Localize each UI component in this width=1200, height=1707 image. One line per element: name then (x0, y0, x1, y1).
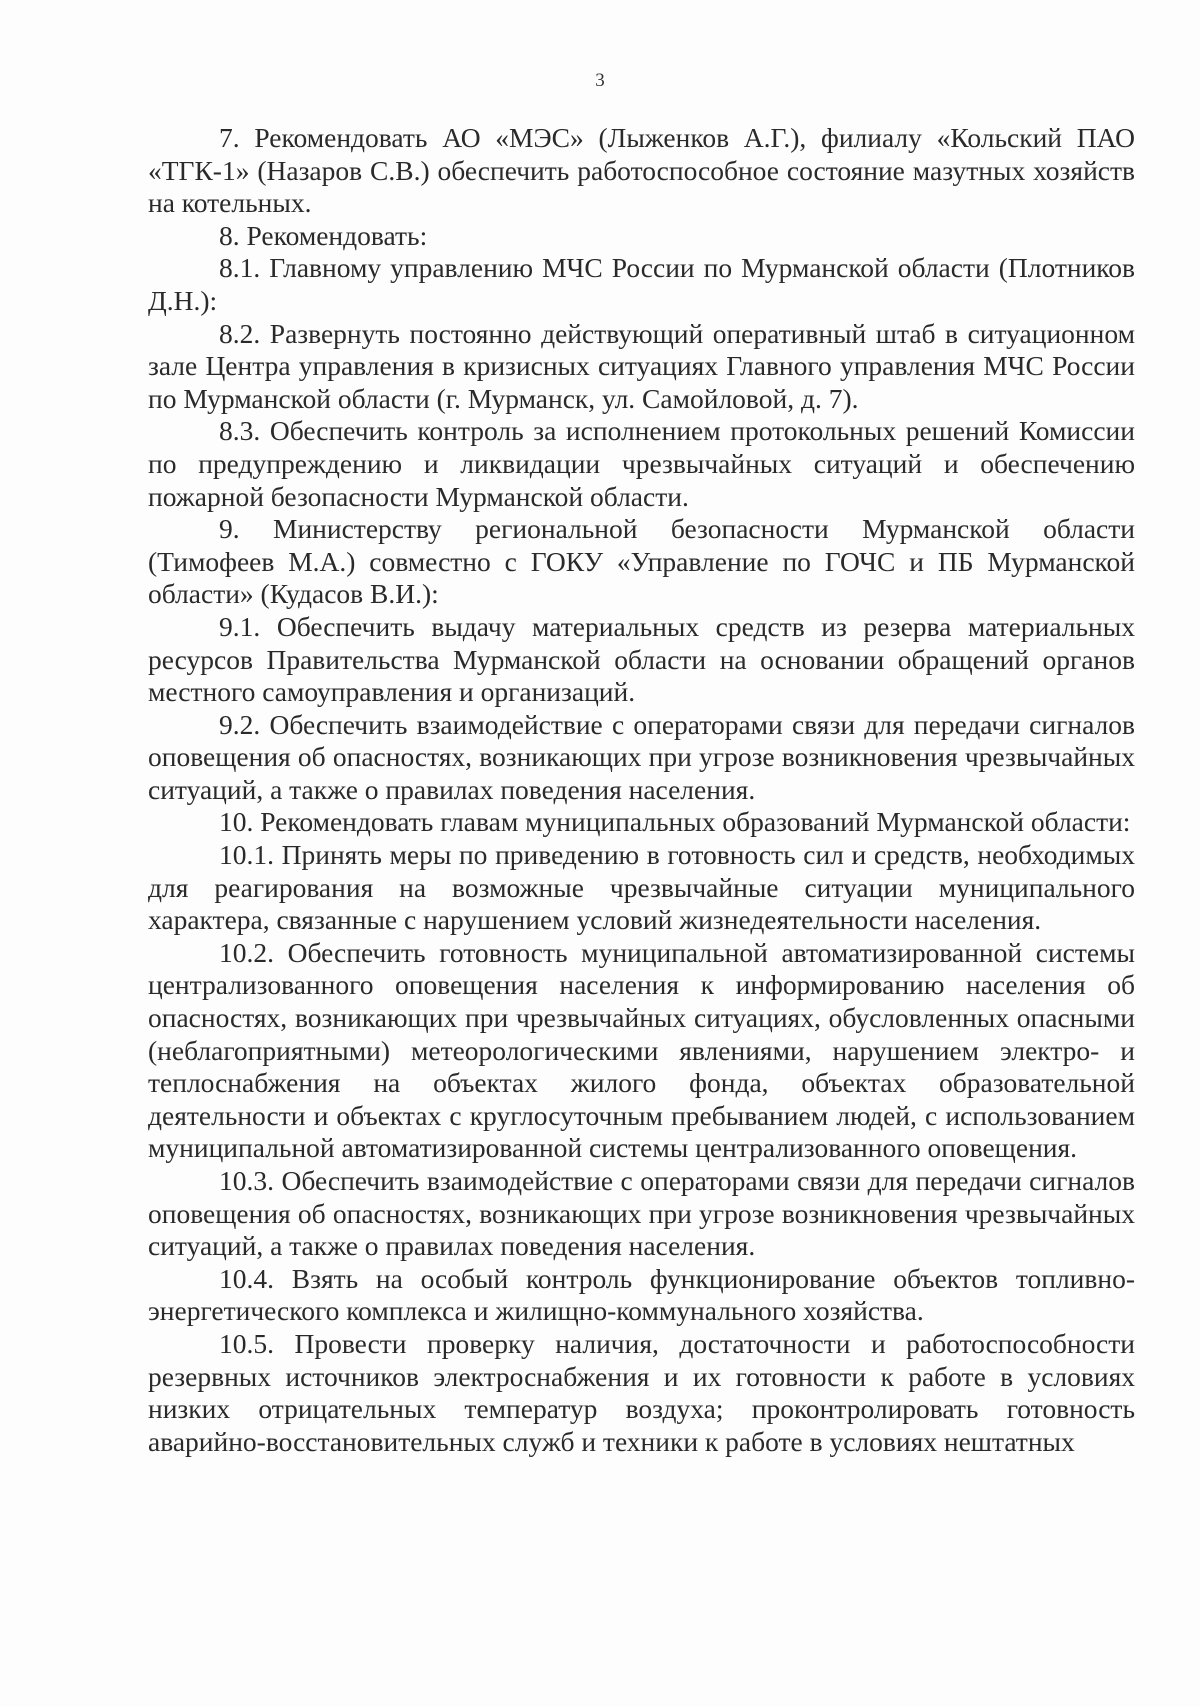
paragraph-9-2: 9.2. Обеспечить взаимодействие с операторами связи для передачи сигналов оповещения об опасностях, возникающих при угрозе возникновения чрезвычайных ситуаций, а также о правилах поведения населения. (148, 708, 1135, 805)
paragraph-10-4: 10.4. Взять на особый контроль функционирование объектов топливно-энергетического комплекса и жилищно-коммунального хозяйства. (148, 1262, 1135, 1327)
paragraph-10-5: 10.5. Провести проверку наличия, достаточности и работоспособности резервных источников электроснабжения и их готовности к работе в условиях низких отрицательных температур воздуха; проконтролировать готовность аварийно-восстановительных служб и техники к работе в условиях нештатных (148, 1327, 1135, 1457)
paragraph-8: 8. Рекомендовать: (219, 219, 428, 251)
paragraph-9: 9. Министерству региональной безопасности Мурманской области (Тимофеев М.А.) совместно с ГОКУ «Управление по ГОЧС и ПБ Мурманской области» (Кудасов В.И.): (148, 513, 1135, 610)
paragraph-10-1: 10.1. Принять меры по приведению в готовность сил и средств, необходимых для реагирования на возможные чрезвычайные ситуации муниципального характера, связанные с нарушением условий жизнедеятельности населения. (148, 839, 1135, 936)
paragraph-8-2: 8.2. Развернуть постоянно действующий оперативный штаб в ситуационном зале Центра управления в кризисных ситуациях Главного управления МЧС России по Мурманской области (г. Мурманск, ул. Самойловой, д. 7). (148, 317, 1135, 414)
paragraph-10-2: 10.2. Обеспечить готовность муниципальной автоматизированной системы централизованного оповещения населения к информированию населения об опасностях, возникающих при чрезвычайных ситуациях, обусловленных опасными (неблагоприятными) метеорологическими явлениями, нарушением электро- и теплоснабжения на объектах жилого фонда, объектах образовательной деятельности и объектах с круглосуточным пребыванием людей, с использованием муниципальной автоматизированной системы централизованного оповещения. (148, 936, 1135, 1164)
paragraph-8-3: 8.3. Обеспечить контроль за исполнением протокольных решений Комиссии по предупреждению и ликвидации чрезвычайных ситуаций и обеспечению пожарной безопасности Мурманской области. (148, 415, 1135, 512)
paragraph-7: 7. Рекомендовать АО «МЭС» (Лыженков А.Г.), филиалу «Кольский ПАО «ТГК-1» (Назаров С.В.) обеспечить работоспособное состояние мазутных хозяйств на котельных. (148, 122, 1135, 219)
paragraph-9-1: 9.1. Обеспечить выдачу материальных средств из резерва материальных ресурсов Правительства Мурманской области на основании обращений органов местного самоуправления и организаций. (148, 610, 1135, 708)
document-body (148, 122, 1135, 1458)
page-number: 3 (595, 70, 605, 91)
paragraph-10-3: 10.3. Обеспечить взаимодействие с операторами связи для передачи сигналов оповещения об опасностях, возникающих при угрозе возникновения чрезвычайных ситуаций, а также о правилах поведения населения. (148, 1165, 1135, 1262)
paragraph-10: 10. Рекомендовать главам муниципальных образований Мурманской области: (219, 806, 1131, 838)
paragraph-8-1: 8.1. Главному управлению МЧС России по Мурманской области (Плотников Д.Н.): (148, 252, 1135, 316)
